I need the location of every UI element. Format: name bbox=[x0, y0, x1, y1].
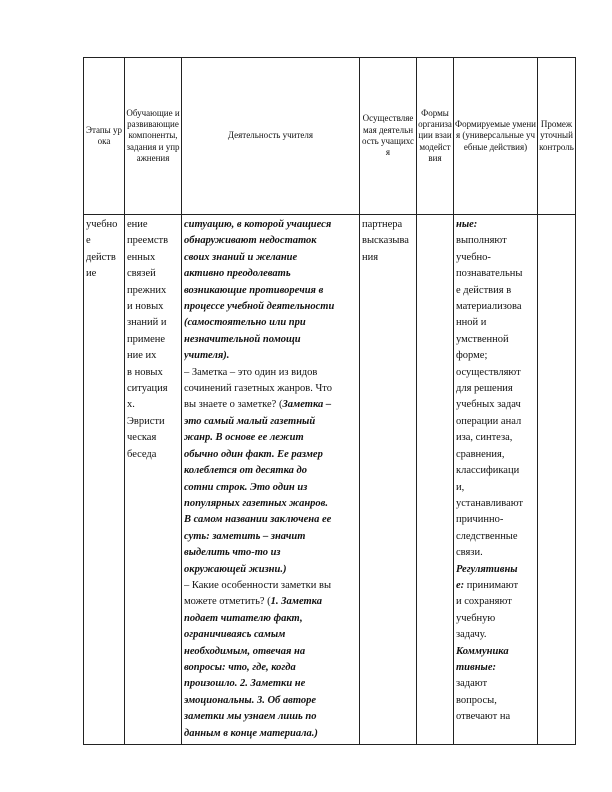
cell-line: связи. bbox=[456, 547, 483, 559]
cell-teacher-activity bbox=[182, 215, 360, 745]
cell-line: возникающие противоречия в bbox=[184, 284, 324, 296]
cell-line: осуществляют bbox=[456, 366, 521, 378]
cell-line: – Заметка – это один из видов bbox=[184, 366, 318, 378]
cell-line: знаний и bbox=[127, 317, 167, 329]
cell-line: своих знаний и желание bbox=[184, 251, 298, 263]
cell-line: сотни строк. Это один из bbox=[184, 481, 308, 493]
header-students: Осуществляемая деятельность учащихся bbox=[360, 58, 417, 215]
cell-line bbox=[184, 397, 357, 413]
cell-line: ение bbox=[127, 219, 148, 230]
cell-line: примене bbox=[127, 333, 166, 345]
cell-line bbox=[456, 578, 535, 594]
cell-line: умственной bbox=[456, 333, 509, 345]
cell-line: в новых bbox=[127, 366, 163, 378]
cell-line: партнера bbox=[362, 219, 403, 230]
cell-line: ные: bbox=[456, 219, 478, 230]
cell-line: вопросы: что, где, когда bbox=[184, 661, 296, 673]
table-row bbox=[84, 215, 576, 745]
cell-line: и новых bbox=[127, 301, 164, 313]
text-fragment: вы знаете о заметке? ( bbox=[184, 399, 283, 411]
cell-line: для решения bbox=[456, 383, 513, 395]
cell-line: популярных газетных жанров. bbox=[184, 497, 329, 509]
cell-line: преемств bbox=[127, 235, 169, 247]
cell-goals bbox=[125, 215, 182, 745]
header-row bbox=[84, 58, 576, 215]
cell-line: учебных задач bbox=[456, 399, 521, 411]
cell-line: произошло. 2. Заметки не bbox=[184, 678, 306, 690]
cell-line: это самый малый газетный bbox=[184, 415, 316, 427]
cell-line: обычно один факт. Ее размер bbox=[184, 448, 323, 460]
cell-line: и, bbox=[456, 481, 465, 493]
cell-line: иза, синтеза, bbox=[456, 432, 513, 444]
text-fragment: принимают bbox=[464, 579, 519, 591]
cell-line: нной и bbox=[456, 317, 487, 329]
cell-line: Регулятивны bbox=[456, 563, 518, 575]
cell-line: задачу. bbox=[456, 629, 487, 641]
cell-line: ситуацию, в которой учащиеся bbox=[184, 219, 332, 230]
cell-forms bbox=[417, 215, 454, 745]
cell-line: тивные: bbox=[456, 661, 496, 673]
cell-line: причинно- bbox=[456, 514, 504, 526]
cell-students-activity bbox=[360, 215, 417, 745]
cell-line: енных bbox=[127, 251, 156, 263]
cell-line: учебную bbox=[456, 612, 496, 624]
cell-line: заметки мы узнаем лишь по bbox=[184, 711, 317, 723]
cell-line: сочинений газетных жанров. Что bbox=[184, 383, 332, 395]
cell-line: Эвристи bbox=[127, 415, 165, 427]
cell-line: В самом названии заключена ее bbox=[184, 514, 332, 526]
cell-line: х. bbox=[127, 399, 135, 411]
cell-line: е действия в bbox=[456, 284, 512, 296]
cell-line: классификаци bbox=[456, 465, 520, 477]
cell-line: е bbox=[86, 235, 91, 247]
cell-line: необходимым, отвечая на bbox=[184, 645, 306, 657]
cell-line: и сохраняют bbox=[456, 596, 512, 608]
cell-line: ситуация bbox=[127, 383, 168, 395]
cell-line: ние их bbox=[127, 350, 157, 362]
lesson-plan-table bbox=[83, 57, 576, 745]
cell-line: данным в конце материала.) bbox=[184, 727, 318, 739]
cell-line: жанр. В основе ее лежит bbox=[184, 432, 304, 444]
cell-line: ческая bbox=[127, 432, 157, 444]
cell-line: следственные bbox=[456, 530, 518, 542]
cell-line: высказыва bbox=[362, 235, 409, 247]
header-goals: Обучающие и развивающие компоненты, задания и упражнения bbox=[125, 58, 182, 215]
cell-line: вопросы, bbox=[456, 694, 497, 706]
cell-line: Коммуника bbox=[456, 645, 509, 657]
cell-line: беседа bbox=[127, 448, 157, 460]
cell-line: эмоциональны. 3. Об авторе bbox=[184, 694, 317, 706]
cell-line: сравнения, bbox=[456, 448, 505, 460]
cell-line: суть: заметить – значит bbox=[184, 530, 306, 542]
cell-line: ограничиваясь самым bbox=[184, 629, 286, 641]
cell-line bbox=[184, 594, 357, 610]
cell-skills bbox=[454, 215, 538, 745]
cell-line: – Какие особенности заметки вы bbox=[184, 579, 331, 591]
header-control: Промежуточный контроль bbox=[538, 58, 576, 215]
cell-line: учебно- bbox=[456, 251, 491, 263]
cell-line: ие bbox=[86, 268, 97, 280]
text-fragment: Заметка – bbox=[282, 399, 332, 411]
cell-line: подает читателю факт, bbox=[184, 612, 303, 624]
text-fragment: е: bbox=[456, 579, 465, 591]
cell-line: устанавливают bbox=[456, 497, 524, 509]
cell-line: обнаруживают недостаток bbox=[184, 235, 317, 247]
cell-line: форме; bbox=[456, 350, 488, 362]
cell-line: прежних bbox=[127, 284, 167, 296]
header-skills: Формируемые умения (универсальные учебные действия) bbox=[454, 58, 538, 215]
cell-line: (самостоятельно или при bbox=[184, 317, 306, 329]
cell-line: активно преодолевать bbox=[184, 268, 291, 280]
cell-line: учителя). bbox=[184, 350, 230, 362]
cell-line: выделить что-то из bbox=[184, 547, 281, 559]
text-fragment: 1. Заметка bbox=[270, 596, 322, 608]
cell-control bbox=[538, 215, 576, 745]
cell-stage bbox=[84, 215, 125, 745]
cell-line: связей bbox=[127, 268, 156, 280]
header-forms: Формы организации взаимодействия bbox=[417, 58, 454, 215]
cell-line: учебно bbox=[86, 219, 118, 230]
cell-line: отвечают на bbox=[456, 711, 511, 723]
cell-line: процессе учебной деятельности bbox=[184, 301, 335, 313]
cell-line: действ bbox=[86, 251, 116, 263]
cell-line: познавательны bbox=[456, 268, 523, 280]
cell-line: материализова bbox=[456, 301, 522, 313]
header-stage: Этапы урока bbox=[84, 58, 125, 215]
header-teacher: Деятельность учителя bbox=[182, 58, 360, 215]
cell-line: ния bbox=[362, 251, 379, 263]
cell-line: окружающей жизни.) bbox=[184, 563, 287, 575]
cell-line: незначительной помощи bbox=[184, 333, 301, 345]
cell-line: задают bbox=[456, 678, 488, 690]
cell-line: выполняют bbox=[456, 235, 507, 247]
cell-line: колеблется от десятка до bbox=[184, 465, 307, 477]
text-fragment: можете отметить? ( bbox=[184, 596, 271, 608]
cell-line: операции анал bbox=[456, 415, 522, 427]
